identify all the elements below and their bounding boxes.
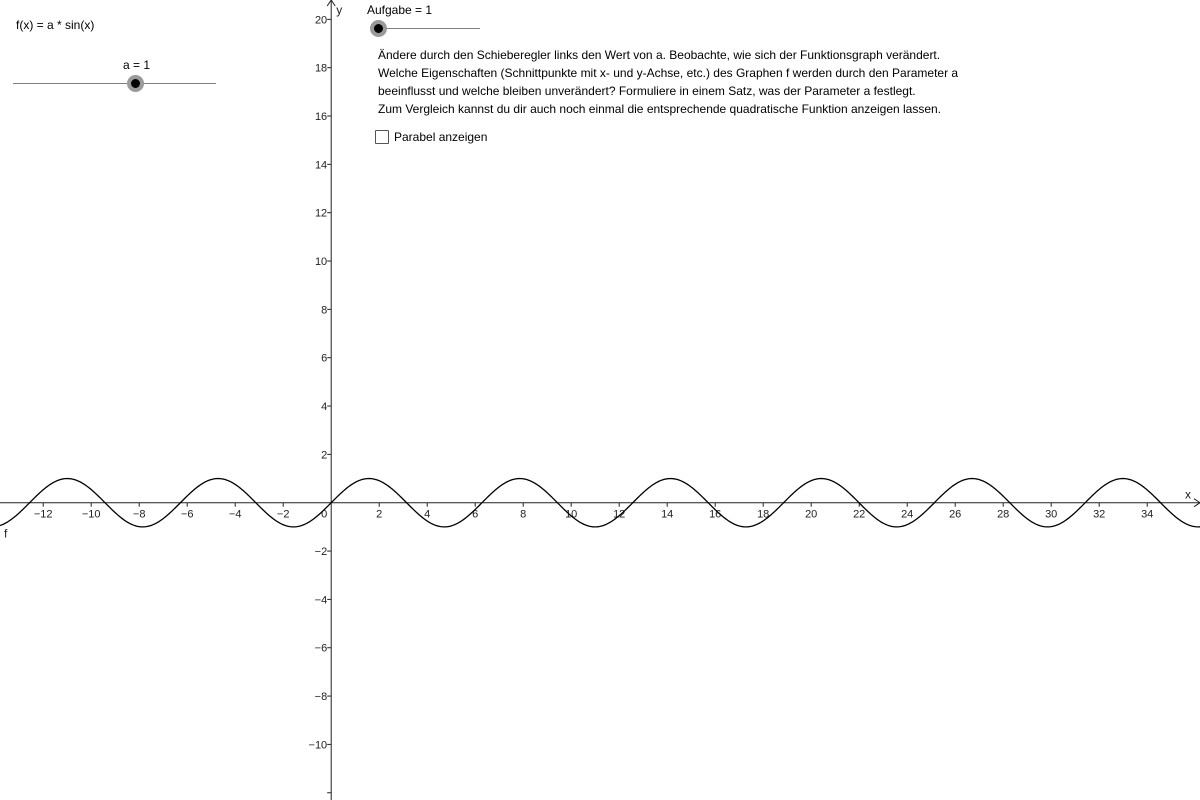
x-tick-label: 16 [709,508,722,521]
x-tick-label: 8 [520,508,527,521]
y-tick-label: 10 [314,256,328,269]
slider-a-knob[interactable] [127,75,144,92]
slider-a-label: a = 1 [123,58,151,72]
x-tick-label: 30 [1045,508,1058,521]
y-tick-label: 20 [314,14,328,27]
slider-task[interactable] [370,22,480,36]
x-tick-label: 24 [901,508,914,521]
task-line: Ändere durch den Schieberegler links den Wert von a. Beobachte, wie sich der Funktionsgraph verändert. [378,48,941,62]
y-tick-label: −10 [308,739,328,752]
x-tick-label: −12 [33,508,53,521]
show-parabola-checkbox[interactable] [375,130,487,144]
y-tick-label: −4 [314,594,328,607]
y-tick-label: 16 [314,111,328,124]
x-tick-label: 20 [805,508,818,521]
y-tick-label: −2 [314,546,328,559]
x-tick-label: 32 [1093,508,1106,521]
y-tick-label: 14 [314,159,328,172]
x-tick-label: 22 [853,508,866,521]
slider-a[interactable] [13,77,216,91]
y-tick-label: 6 [321,352,328,365]
x-tick-label: 12 [613,508,626,521]
y-tick-label: 2 [321,449,328,462]
x-tick-label: 10 [565,508,578,521]
x-tick-label: 28 [997,508,1010,521]
x-tick-label: 26 [949,508,962,521]
y-tick-label: −8 [314,691,328,704]
x-tick-label: −8 [132,508,146,521]
x-tick-label: 4 [424,508,431,521]
task-line: Zum Vergleich kannst du dir auch noch einmal die entsprechende quadratische Funktion anzeigen lassen. [378,102,942,116]
y-axis-name: y [336,3,343,17]
checkbox-label[interactable]: Parabel anzeigen [394,130,488,144]
task-line: beeinflusst und welche bleiben unverändert? Formuliere in einem Satz, was der Parameter a festlegt. [378,84,916,98]
x-tick-label: 6 [472,508,479,521]
x-tick-label: 18 [757,508,770,521]
curve-label-f: f [4,526,8,541]
x-tick-label: −2 [276,508,290,521]
x-tick-label: 14 [661,508,674,521]
function-definition: f(x) = a * sin(x) [16,18,95,32]
x-tick-label: −4 [228,508,242,521]
task-instructions [378,46,958,118]
x-tick-label: −6 [180,508,194,521]
x-tick-label: 2 [376,508,383,521]
y-tick-label: 12 [314,207,328,220]
y-tick-label: 4 [321,401,328,414]
y-tick-label: −6 [314,642,328,655]
checkbox-box[interactable] [375,130,389,144]
slider-task-knob[interactable] [370,20,387,37]
y-tick-label: 8 [321,304,328,317]
x-tick-label: −10 [81,508,101,521]
slider-a-track[interactable] [13,83,216,84]
y-tick-label: 18 [314,62,328,75]
origin-label: 0 [321,508,328,521]
x-axis-name: x [1185,487,1191,502]
x-tick-label: 34 [1141,508,1154,521]
slider-task-label: Aufgabe = 1 [367,3,433,17]
task-line: Welche Eigenschaften (Schnittpunkte mit x- und y-Achse, etc.) des Graphen f werden durch den Parameter a [378,66,959,80]
